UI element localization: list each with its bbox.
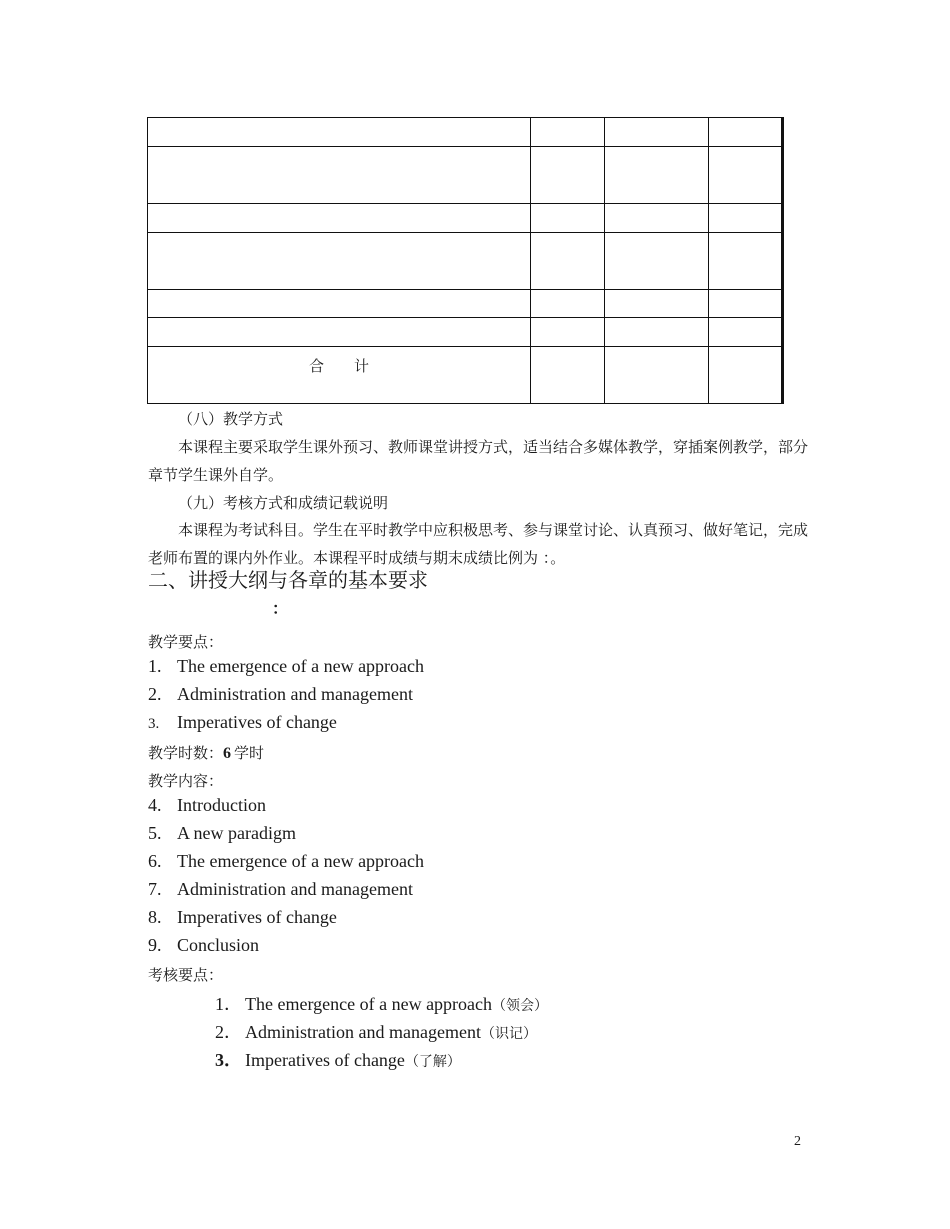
list-item [215,990,548,1016]
table-cell [531,204,605,233]
list-item-text: Imperatives of change [177,712,337,732]
colon-mark: ： [272,599,289,618]
hours-value: 6 [223,745,232,762]
section-heading: 二、讲授大纲与各章的基本要求 [148,568,428,592]
list-item-text: Administration and management [177,879,413,899]
table-cell [148,118,531,147]
list-item [148,684,413,705]
table-cell [531,318,605,347]
table-cell [148,147,531,204]
section9-body: 本课程为考试科目。学生在平时教学中应积极思考、参与课堂讨论、认真预习、做好笔记，完成老师布置的课内外作业。本课程平时成绩与期末成绩比例为 ：。 [148,521,809,567]
table-cell [709,147,783,204]
table-cell [709,290,783,318]
table-cell [709,204,783,233]
list-item-text: Introduction [177,795,266,815]
table-cell [605,118,709,147]
hours-label: 教学时数： [148,744,224,762]
list-item [148,851,424,872]
list-item [148,935,259,956]
table-row [148,204,783,233]
list-item-text: Imperatives of change [245,1050,405,1070]
total-label-cell [148,347,531,404]
list-item-number: 3. [148,716,160,732]
list-item-text: A new paradigm [177,823,296,843]
list-item-number: 2. [148,684,162,704]
list-item-text: Conclusion [177,935,260,955]
table-cell [605,347,709,404]
list-item-number: 7. [148,879,162,899]
assessment-label: 考核要点： [148,966,224,984]
table-cell [605,204,709,233]
list-item [148,795,266,816]
table-cell [148,318,531,347]
table-cell [531,347,605,404]
table-cell [605,147,709,204]
list-item-number: 5. [148,823,162,843]
list-item [148,879,413,900]
section8-body: 本课程主要采取学生课外预习、教师课堂讲授方式，适当结合多媒体教学，穿插案例教学，部分章节学生课外自学。 [148,438,809,484]
list-item [148,907,337,928]
page-number: 2 [794,1134,801,1149]
table-cell [709,347,783,404]
table-row [148,233,783,290]
list-item-note: （领会） [492,998,549,1014]
list-item-number: 1. [148,656,162,676]
section9-title: （九）考核方式和成绩记载说明 [178,494,389,512]
list-item-text: Administration and management [177,684,413,704]
list-item-text: The emergence of a new approach [245,994,493,1014]
table-cell [605,290,709,318]
list-item-number: 9. [148,935,162,955]
content-label: 教学内容： [148,772,224,790]
table-row [148,318,783,347]
list-item-number: 6. [148,851,162,871]
list-item-text: The emergence of a new approach [177,851,425,871]
list-item [148,823,296,844]
list-item-text: Administration and management [245,1022,481,1042]
list-item [215,1046,461,1072]
table-row [148,147,783,204]
table-cell [531,233,605,290]
list-item-note: （识记） [480,1026,537,1042]
list-item-note: （了解） [404,1054,461,1070]
table-row [148,290,783,318]
list-item-text: The emergence of a new approach [177,656,425,676]
table-cell [148,204,531,233]
table-cell [148,233,531,290]
hours-unit: 学时 [234,744,265,762]
table-cell [531,290,605,318]
table-cell [148,290,531,318]
hours-line [148,742,264,763]
list-item-number: 4. [148,795,162,815]
table-cell [531,118,605,147]
table-cell [709,118,783,147]
list-item-number: 8. [148,907,162,927]
table-cell [709,318,783,347]
section8-title: （八）教学方式 [178,410,284,428]
list-item-number: 1． [215,994,242,1014]
table-cell [605,233,709,290]
table-row [148,118,783,147]
table-cell [605,318,709,347]
list-item [215,1018,537,1044]
list-item [148,656,424,677]
table-total-row [148,347,783,404]
table-cell [531,147,605,204]
list-item-text: Imperatives of change [177,907,337,927]
hours-table [147,117,784,404]
list-item [148,712,337,733]
key-points-label: 教学要点： [148,633,224,651]
list-item-number: 3． [215,1050,242,1070]
total-label: 合 计 [308,357,369,375]
table-cell [709,233,783,290]
list-item-number: 2． [215,1022,242,1042]
